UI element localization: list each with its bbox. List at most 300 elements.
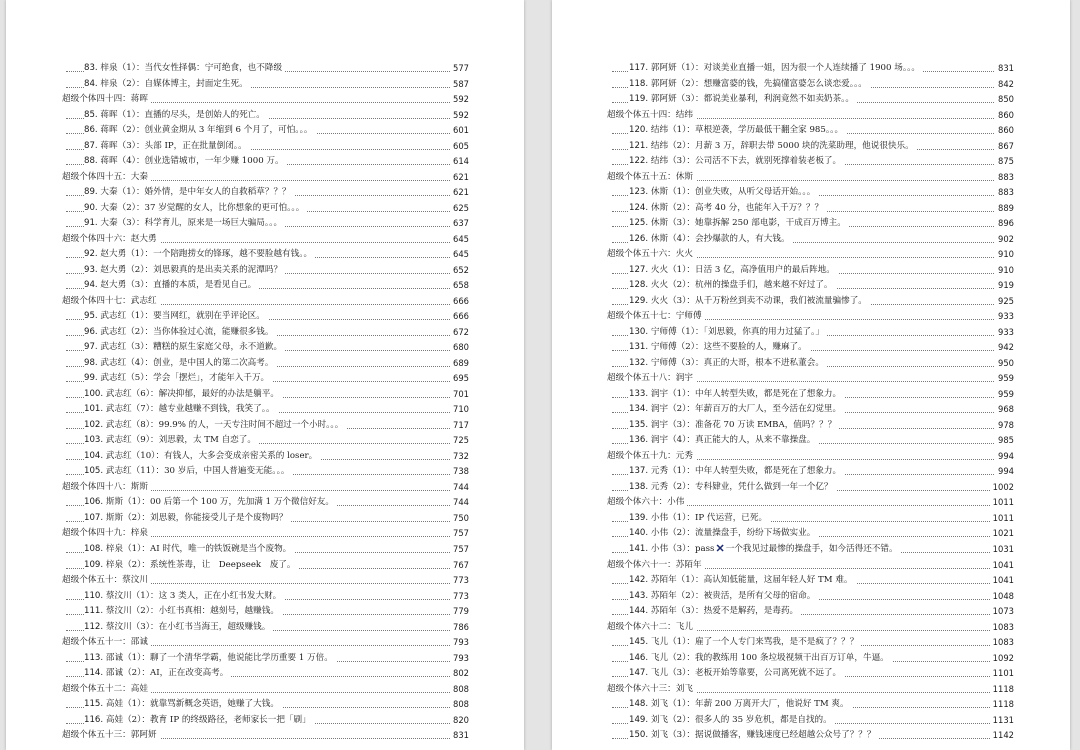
toc-label (84, 77, 251, 93)
entry-title: 赵大勇（1）：一个陪跑捞女的锋琢，越不要脸越有钱。。 (100, 249, 313, 260)
entry-number: 135. (629, 419, 649, 430)
toc-label (629, 356, 827, 372)
entry-number: 92. (84, 249, 98, 260)
toc-label (84, 589, 284, 605)
entry-title: 蒋晖（3）：头部 IP，正在批量倒闭。。 (100, 140, 247, 151)
toc-label (607, 449, 696, 465)
toc-label (84, 356, 276, 372)
page-number: 1101 (990, 666, 1014, 682)
page-number: 820 (450, 713, 469, 729)
entry-title: 超级个体五十六：火火 (607, 249, 693, 260)
entry-title: 蔡汶川（2）：小红书真相：越刻号，越赚钱。 (105, 606, 279, 617)
toc-entry[interactable] (552, 511, 1070, 527)
page-number: 808 (450, 682, 469, 698)
page-number: 985 (995, 433, 1014, 449)
entry-title: 高娃（1）：就靠骂新概念英语，她赚了大钱。 (105, 699, 279, 710)
entry-number: 150. (629, 730, 649, 741)
page-number: 614 (450, 154, 469, 170)
page-number: 883 (995, 185, 1014, 201)
toc-label (84, 713, 314, 729)
toc-label (84, 511, 291, 527)
entry-number: 88. (84, 156, 98, 167)
entry-title: 武志红（10）：有钱人，大多会变成亲密关系的 loser。 (105, 450, 318, 461)
toc-label (84, 263, 285, 279)
page-number: 695 (450, 371, 469, 387)
toc-label (84, 449, 320, 465)
page-number: 902 (995, 232, 1014, 248)
entry-number: 122. (629, 156, 649, 167)
entry-title: 蔡汶川（1）：这 3 类人，正在小红书发大财。 (105, 590, 282, 601)
toc-label (629, 185, 818, 201)
entry-title: 邵诚（2）：AI，正在改变高考。 (105, 668, 229, 679)
entry-title: 休斯（2）：高考 40 分，也能年入千万？？？ (650, 202, 824, 213)
toc-section-heading[interactable] (552, 558, 1070, 574)
toc-entry[interactable] (6, 511, 524, 527)
toc-entry[interactable] (552, 697, 1070, 713)
page-number: 978 (995, 418, 1014, 434)
toc-entry[interactable] (6, 185, 524, 201)
toc-entry[interactable] (552, 713, 1070, 729)
toc-entry[interactable] (552, 480, 1070, 496)
toc-entry[interactable] (552, 201, 1070, 217)
toc-entry[interactable] (6, 418, 524, 434)
page-number: 658 (450, 278, 469, 294)
entry-number: 101. (84, 404, 104, 415)
toc-label (629, 464, 844, 480)
toc-entry[interactable] (6, 123, 524, 139)
toc-section-heading[interactable] (6, 682, 524, 698)
page-number: 793 (450, 635, 469, 651)
entry-number: 93. (84, 264, 98, 275)
toc-label (607, 108, 696, 124)
page-number: 637 (450, 216, 469, 232)
page-number: 767 (450, 558, 469, 574)
entry-title: 刘飞（2）：很多人的 35 岁危机，都是自找的。 (650, 714, 832, 725)
toc-entry[interactable] (552, 294, 1070, 310)
toc-label (629, 433, 818, 449)
toc-entry[interactable] (6, 387, 524, 403)
toc-entry[interactable] (552, 635, 1070, 651)
entry-title: 刘飞（3）：据说做播客，赚钱速度已经超越公众号了？？？ (650, 730, 876, 741)
entry-title-continued: 一个我见过最惨的操盘手，如今活得还不错。 (725, 543, 898, 554)
toc-entry[interactable] (6, 154, 524, 170)
page-number: 786 (450, 620, 469, 636)
toc-entry[interactable] (552, 573, 1070, 589)
entry-title: 蒋晖（2）：创业黄金期从 3 年缩到 6 个月了，可怕。。。 (100, 125, 313, 136)
toc-entry[interactable] (552, 418, 1070, 434)
entry-title: 元秀（2）：专科肄业，凭什么做到一年一个亿？ (650, 481, 833, 492)
toc-label (629, 666, 844, 682)
page-number: 717 (450, 418, 469, 434)
entry-number: 128. (629, 280, 649, 291)
toc-entry[interactable] (552, 185, 1070, 201)
toc-section-heading[interactable] (6, 635, 524, 651)
toc-section-heading[interactable] (552, 309, 1070, 325)
entry-title: 超级个体六十三：刘飞 (607, 683, 693, 694)
entry-number: 136. (629, 435, 649, 446)
page-number: 867 (995, 139, 1014, 155)
toc-section-heading[interactable] (6, 232, 524, 248)
entry-title: 超级个体四十五：大秦 (62, 171, 148, 182)
toc-page-left (6, 0, 524, 750)
toc-entry[interactable] (6, 620, 524, 636)
entry-title: 梓泉（1）：当代女性择偶：宁可绝食，也不降级 (100, 63, 283, 73)
toc-section-heading[interactable] (552, 682, 1070, 698)
toc-entry[interactable] (6, 697, 524, 713)
entry-title: 超级个体五十五：休斯 (607, 171, 693, 182)
entry-title: 火火（2）：杭州的操盘手们，越来越不好过了。 (650, 280, 833, 291)
entry-number: 146. (629, 652, 649, 663)
entry-title: 结纬（1）：草根逆袭，学历最低干翻全家 985。。。 (650, 125, 844, 136)
toc-section-heading[interactable] (6, 728, 524, 744)
page-number: 1002 (990, 480, 1014, 496)
entry-number: 123. (629, 187, 649, 198)
toc-label (629, 651, 892, 667)
entry-number: 105. (84, 466, 104, 477)
toc-label (629, 573, 856, 589)
entry-title: 宁师傅（2）：这些不要脸的人，赚麻了。 (650, 342, 807, 353)
entry-number: 119. (629, 94, 649, 105)
entry-title: 大秦（3）：科学育儿，原来是一场巨大骗局。。。 (100, 218, 283, 229)
toc-label (629, 697, 852, 713)
entry-number: 98. (84, 357, 98, 368)
toc-entry[interactable] (6, 713, 524, 729)
toc-entry[interactable] (6, 61, 524, 77)
entry-title: 大秦（2）：37 岁觉醒的女人，比你想象的更可怕。。。 (100, 202, 305, 213)
cross-mark-icon: ✕ (715, 541, 725, 555)
toc-label (84, 108, 268, 124)
entry-title: 蒋晖（1）：直播的尽头，是创始人的死亡。 (100, 109, 265, 120)
entry-title: 赵大勇（3）：直播的本质，是看见自己。 (100, 280, 257, 291)
toc-entry[interactable] (6, 449, 524, 465)
toc-section-heading[interactable] (6, 294, 524, 310)
toc-entry[interactable] (552, 464, 1070, 480)
entry-number: 100. (84, 388, 104, 399)
entry-title: 超级个体五十七：宁师傅 (607, 311, 702, 322)
toc-entry[interactable] (6, 201, 524, 217)
toc-label (629, 511, 770, 527)
page-number: 1011 (990, 495, 1014, 511)
entry-number: 104. (84, 450, 104, 461)
entry-title: 武志红（8）：99.9% 的人，一天专注时间不超过一个小时。。。 (105, 419, 344, 430)
toc-entry[interactable] (552, 433, 1070, 449)
page-number: 910 (995, 247, 1014, 263)
page-number: 605 (450, 139, 469, 155)
page-number: 860 (995, 123, 1014, 139)
entry-number: 137. (629, 466, 649, 477)
toc-label (629, 263, 838, 279)
page-number: 750 (450, 511, 469, 527)
toc-label (629, 139, 917, 155)
page-number: 625 (450, 201, 469, 217)
toc-entry[interactable] (552, 387, 1070, 403)
toc-label (62, 682, 151, 698)
page-number: 889 (995, 201, 1014, 217)
entry-title: 武志红（3）：糟糕的原生家庭父母，永不道歉。 (100, 342, 283, 353)
toc-entry[interactable] (6, 325, 524, 341)
entry-title: 蔡汶川（3）：在小红书当海王，超级赚钱。 (105, 621, 271, 632)
entry-title: 超级个体四十七：武志红 (62, 295, 157, 306)
toc-entry[interactable] (552, 604, 1070, 620)
page-number: 994 (995, 449, 1014, 465)
toc-entry[interactable] (552, 216, 1070, 232)
toc-label (84, 61, 285, 77)
entry-number: 126. (629, 233, 649, 244)
toc-label (629, 480, 836, 496)
toc-entry[interactable] (552, 92, 1070, 108)
toc-entry[interactable] (6, 371, 524, 387)
toc-label (629, 154, 844, 170)
entry-number: 99. (84, 373, 98, 384)
page-number: 910 (995, 263, 1014, 279)
page-number: 725 (450, 433, 469, 449)
toc-entry[interactable] (6, 340, 524, 356)
entry-title: 润宇（3）：准备花 70 万读 EMBA，值吗？？？ (650, 419, 837, 430)
toc-label (84, 309, 268, 325)
toc-label (84, 154, 287, 170)
toc-label (62, 480, 151, 496)
toc-entry[interactable] (6, 495, 524, 511)
entry-number: 141. (629, 543, 649, 554)
page-number: 1011 (990, 511, 1014, 527)
toc-list (552, 61, 1070, 744)
toc-section-heading[interactable] (6, 170, 524, 186)
toc-label (607, 495, 687, 511)
toc-entry[interactable] (552, 154, 1070, 170)
toc-section-heading[interactable] (552, 170, 1070, 186)
toc-entry[interactable] (552, 651, 1070, 667)
page-number: 850 (995, 92, 1014, 108)
entry-title: 超级个体五十二：高娃 (62, 683, 148, 694)
entry-title: 刘飞（1）：年薪 200 万离开大厂，他说好 TM 爽。 (650, 699, 849, 710)
entry-title: 休斯（4）：会抄爆款的人，有大钱。 (650, 233, 790, 244)
toc-label (607, 371, 696, 387)
toc-entry[interactable] (6, 604, 524, 620)
toc-section-heading[interactable] (552, 108, 1070, 124)
entry-number: 144. (629, 606, 649, 617)
entry-number: 102. (84, 419, 104, 430)
entry-title: 梓泉（2）：系统性茶毒，让 Deepseek 废了。 (105, 559, 296, 570)
toc-section-heading[interactable] (6, 526, 524, 542)
entry-number: 86. (84, 125, 98, 136)
entry-number: 89. (84, 187, 98, 198)
toc-label (629, 92, 857, 108)
page-number: 738 (450, 464, 469, 480)
toc-label (84, 464, 292, 480)
entry-number: 117. (629, 63, 649, 73)
page-number: 1131 (990, 713, 1014, 729)
page-number: 587 (450, 77, 469, 93)
toc-section-heading[interactable] (6, 480, 524, 496)
entry-number: 115. (84, 699, 104, 710)
toc-label (84, 418, 346, 434)
entry-number: 109. (84, 559, 104, 570)
toc-entry[interactable] (552, 526, 1070, 542)
entry-title: 梓泉（2）：自媒体博主，封面定生死。 (100, 78, 248, 89)
toc-label (629, 294, 870, 310)
toc-label (84, 371, 272, 387)
entry-title: 超级个体四十六：赵大勇 (62, 233, 157, 244)
entry-title: 武志红（11）：30 岁后，中国人普遍变无能。。。 (105, 466, 290, 477)
toc-entry[interactable] (552, 232, 1070, 248)
toc-entry[interactable] (552, 356, 1070, 372)
page-number: 968 (995, 402, 1014, 418)
entry-title: 小伟（3）：pass (650, 543, 715, 554)
toc-label (629, 216, 849, 232)
toc-entry[interactable] (6, 356, 524, 372)
entry-title: 武志红（2）：当你体验过心流，能赚很多钱。 (100, 326, 274, 337)
entry-number: 110. (84, 590, 104, 601)
toc-entry[interactable] (6, 433, 524, 449)
toc-entry[interactable] (552, 402, 1070, 418)
entry-number: 132. (629, 357, 649, 368)
toc-label (629, 325, 827, 341)
page-number: 925 (995, 294, 1014, 310)
toc-label (629, 418, 839, 434)
page-number: 744 (450, 480, 469, 496)
entry-title: 超级个体五十：蔡汶川 (62, 575, 148, 586)
toc-entry[interactable] (6, 666, 524, 682)
toc-section-heading[interactable] (552, 371, 1070, 387)
toc-entry[interactable] (6, 108, 524, 124)
page-number: 1083 (990, 620, 1014, 636)
page-number: 1118 (990, 697, 1014, 713)
page-number: 1041 (990, 573, 1014, 589)
toc-label (62, 728, 160, 744)
entry-number: 85. (84, 109, 98, 120)
toc-section-heading[interactable] (6, 92, 524, 108)
page-number: 1092 (990, 651, 1014, 667)
page-number: 1142 (990, 728, 1014, 744)
entry-title: 小伟（2）：流量操盘手，纷纷下场做实业。 (650, 528, 816, 539)
toc-label (607, 682, 696, 698)
entry-number: 113. (84, 652, 104, 663)
toc-label (629, 340, 810, 356)
toc-entry[interactable] (552, 61, 1070, 77)
toc-entry[interactable] (552, 263, 1070, 279)
entry-title: 超级个体五十九：元秀 (607, 450, 693, 461)
toc-list (6, 61, 524, 744)
entry-number: 139. (629, 512, 649, 523)
toc-entry[interactable] (6, 247, 524, 263)
toc-entry[interactable] (552, 340, 1070, 356)
entry-number: 145. (629, 637, 649, 648)
page-number: 1118 (990, 682, 1014, 698)
page-number: 1073 (990, 604, 1014, 620)
toc-label (84, 185, 294, 201)
entry-number: 125. (629, 218, 649, 229)
toc-entry[interactable] (552, 589, 1070, 605)
entry-number: 127. (629, 264, 649, 275)
page-number: 701 (450, 387, 469, 403)
entry-title: 润宇（4）：真正能大的人，从来不靠操盘。 (650, 435, 816, 446)
entry-title: 郭阿妍（3）：都说美业暴利，利润竟然不如卖奶茶。。 (650, 94, 854, 105)
entry-number: 107. (84, 512, 104, 523)
entry-title: 小伟（1）：IP 代运营，已死。 (650, 512, 768, 523)
page-number: 621 (450, 170, 469, 186)
toc-entry[interactable] (552, 77, 1070, 93)
toc-entry[interactable] (552, 139, 1070, 155)
toc-section-heading[interactable] (552, 495, 1070, 511)
toc-entry[interactable] (6, 77, 524, 93)
entry-title: 超级个体五十三：郭阿妍 (62, 730, 157, 741)
toc-section-heading[interactable] (552, 449, 1070, 465)
toc-label (84, 697, 282, 713)
toc-entry[interactable] (552, 123, 1070, 139)
entry-title: 超级个体四十四：蒋晖 (62, 94, 148, 105)
entry-title: 苏陌年（1）：高认知低能量，这届年轻人好 TM 难。 (650, 575, 853, 586)
entry-title: 苏陌年（3）：热爱不是解药，是毒药。 (650, 606, 799, 617)
toc-entry[interactable] (6, 309, 524, 325)
page-number: 1041 (990, 558, 1014, 574)
toc-label (629, 589, 818, 605)
toc-entry[interactable] (552, 278, 1070, 294)
toc-label (629, 713, 835, 729)
page-number: 1031 (990, 542, 1014, 558)
page-number: 808 (450, 697, 469, 713)
page-number: 710 (450, 402, 469, 418)
page-number: 994 (995, 464, 1014, 480)
toc-label (629, 232, 793, 248)
toc-entry[interactable] (6, 139, 524, 155)
entry-title: 宁师傅（3）：真正的大哥，根本不进私董会。 (650, 357, 824, 368)
toc-entry[interactable] (6, 589, 524, 605)
entry-title: 超级个体四十九：梓泉 (62, 528, 148, 539)
page-number: 732 (450, 449, 469, 465)
toc-entry[interactable] (6, 464, 524, 480)
toc-label (84, 123, 316, 139)
toc-section-heading[interactable] (6, 573, 524, 589)
toc-entry[interactable] (6, 278, 524, 294)
entry-title: 斯斯（1）：00 后第一个 100 万，先加满 1 万个微信好友。 (105, 497, 334, 508)
entry-title: 超级个体五十四：结纬 (607, 109, 693, 120)
toc-section-heading[interactable] (552, 247, 1070, 263)
toc-entry[interactable] (6, 216, 524, 232)
entry-number: 103. (84, 435, 104, 446)
toc-entry[interactable] (6, 263, 524, 279)
entry-title: 润宇（2）：年薪百万的大厂人，至今活在幻觉里。 (650, 404, 842, 415)
toc-entry[interactable] (6, 651, 524, 667)
entry-number: 147. (629, 668, 649, 679)
toc-entry[interactable] (552, 666, 1070, 682)
page-number: 689 (450, 356, 469, 372)
entry-title: 大秦（1）：婚外情，是中年女人的自救稻草？？？ (100, 187, 291, 198)
toc-label (629, 402, 844, 418)
page-number: 621 (450, 185, 469, 201)
toc-label (84, 247, 315, 263)
entry-number: 118. (629, 78, 649, 89)
page-number: 680 (450, 340, 469, 356)
toc-section-heading[interactable] (552, 620, 1070, 636)
entry-title: 梓泉（1）：AI 时代，唯一的铁饭碗是当个废物。 (105, 543, 292, 554)
toc-entry[interactable] (552, 542, 1070, 558)
page-number: 831 (450, 728, 469, 744)
toc-label (62, 92, 151, 108)
toc-entry[interactable] (6, 558, 524, 574)
toc-entry[interactable] (552, 728, 1070, 744)
page-number: 744 (450, 495, 469, 511)
page-number: 959 (995, 387, 1014, 403)
entry-title: 火火（1）：日活 3 亿，高净值用户的最后阵地。 (650, 264, 835, 275)
toc-entry[interactable] (552, 325, 1070, 341)
entry-number: 90. (84, 202, 98, 213)
toc-entry[interactable] (6, 402, 524, 418)
page-number: 666 (450, 309, 469, 325)
toc-entry[interactable] (6, 542, 524, 558)
entry-number: 84. (84, 78, 98, 89)
entry-title: 蒋晖（4）：创业选错城市，一年少赚 1000 万。 (100, 156, 284, 167)
toc-label (607, 309, 705, 325)
